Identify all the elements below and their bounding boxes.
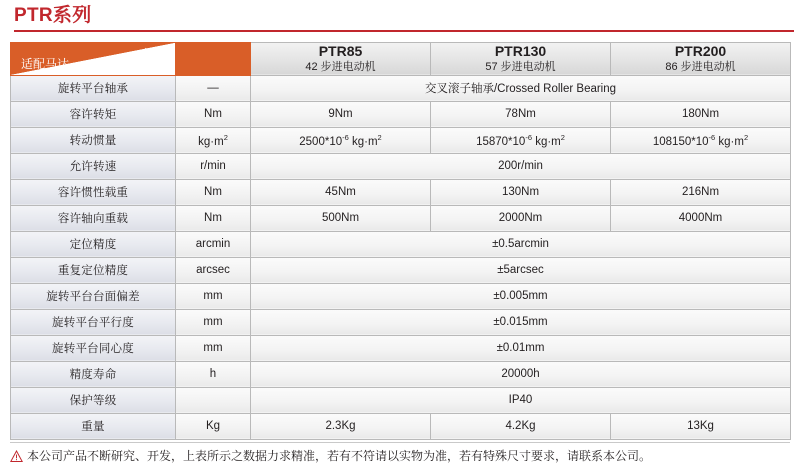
row-label: 定位精度 — [11, 231, 176, 257]
row-value-3: 4000Nm — [611, 205, 791, 231]
row-label: 保护等级 — [11, 387, 176, 413]
row-value-merged: ±0.005mm — [251, 283, 791, 309]
header-model-ptr130 — [431, 42, 611, 75]
row-value-merged: ±5arcsec — [251, 257, 791, 283]
footer-note — [10, 449, 790, 468]
model-motor: 86 步进电动机 — [665, 61, 736, 74]
table-header-row — [11, 42, 791, 75]
row-value-1: 45Nm — [251, 179, 431, 205]
row-unit: mm — [176, 335, 251, 361]
row-unit: r/min — [176, 153, 251, 179]
row-label: 容许轴向重载 — [11, 205, 176, 231]
title-block — [10, 0, 790, 36]
row-value-merged: IP40 — [251, 387, 791, 413]
table-row — [11, 413, 791, 439]
table-row — [11, 387, 791, 413]
row-label: 旋转平台轴承 — [11, 75, 176, 101]
table-row — [11, 101, 791, 127]
row-value-1: 500Nm — [251, 205, 431, 231]
row-value-merged: ±0.01mm — [251, 335, 791, 361]
row-label: 允许转速 — [11, 153, 176, 179]
header-motor-label: 适配马达 — [21, 56, 70, 71]
table-body — [11, 75, 791, 439]
row-value-3: $108150*10^{-6}$ $kg\cdot m^2$ — [611, 127, 791, 153]
row-value-2: $15870*10^{-6}$ $kg\cdot m^2$ — [431, 127, 611, 153]
model-motor: 57 步进电动机 — [485, 61, 556, 74]
row-unit: h — [176, 361, 251, 387]
model-name: PTR85 — [318, 42, 363, 59]
row-value-3: 180Nm — [611, 101, 791, 127]
row-label: 转动惯量 — [11, 127, 176, 153]
table-row — [11, 231, 791, 257]
table-row — [11, 75, 791, 101]
row-value-merged: 200r/min — [251, 153, 791, 179]
row-unit: $kg\cdot m^2$ — [176, 127, 251, 153]
model-motor: 42 步进电动机 — [305, 61, 376, 74]
warning-icon — [10, 450, 23, 468]
row-value-2: 130Nm — [431, 179, 611, 205]
row-label: 重量 — [11, 413, 176, 439]
row-label: 容许转矩 — [11, 101, 176, 127]
table-row — [11, 127, 791, 153]
row-unit: mm — [176, 309, 251, 335]
row-value-merged: ±0.5arcmin — [251, 231, 791, 257]
header-spec-label: 规格 — [142, 46, 167, 61]
row-unit: mm — [176, 283, 251, 309]
row-value-3: 13Kg — [611, 413, 791, 439]
row-value-merged: ±0.015mm — [251, 309, 791, 335]
table-row — [11, 205, 791, 231]
row-unit: arcmin — [176, 231, 251, 257]
row-value-merged: 20000h — [251, 361, 791, 387]
row-value-2: 78Nm — [431, 101, 611, 127]
row-label: 精度寿命 — [11, 361, 176, 387]
row-unit: Nm — [176, 101, 251, 127]
row-value-1: 9Nm — [251, 101, 431, 127]
row-unit: Nm — [176, 205, 251, 231]
row-unit: — — [176, 75, 251, 101]
row-value-2: 2000Nm — [431, 205, 611, 231]
row-label: 旋转平台台面偏差 — [11, 283, 176, 309]
header-unit-cell — [176, 42, 251, 75]
table-row — [11, 179, 791, 205]
model-name: PTR200 — [674, 42, 727, 59]
footer-note-text: 本公司产品不断研究、开发，上表所示之数据力求精准，若有不符请以实物为准，若有特殊尺寸要求，请联系本公司。 — [27, 449, 652, 464]
table-row — [11, 335, 791, 361]
title-divider — [14, 30, 794, 32]
footer-divider — [10, 442, 790, 443]
row-value-3: 216Nm — [611, 179, 791, 205]
table-row — [11, 283, 791, 309]
row-unit: Kg — [176, 413, 251, 439]
table-row — [11, 361, 791, 387]
row-unit: arcsec — [176, 257, 251, 283]
row-label: 重复定位精度 — [11, 257, 176, 283]
row-value-1: 2.3Kg — [251, 413, 431, 439]
footer — [10, 442, 790, 468]
specification-table — [10, 42, 791, 440]
model-name: PTR130 — [494, 42, 547, 59]
row-label: 旋转平台同心度 — [11, 335, 176, 361]
table-row — [11, 309, 791, 335]
header-model-ptr85 — [251, 42, 431, 75]
header-model-ptr200 — [611, 42, 791, 75]
row-value-1: $2500*10^{-6}$ $kg\cdot m^2$ — [251, 127, 431, 153]
row-label: 旋转平台平行度 — [11, 309, 176, 335]
row-value-merged: 交叉滚子轴承/Crossed Roller Bearing — [251, 75, 791, 101]
row-label: 容许惯性载重 — [11, 179, 176, 205]
header-category-cell — [11, 42, 176, 75]
table-row — [11, 153, 791, 179]
table-row — [11, 257, 791, 283]
row-unit: Nm — [176, 179, 251, 205]
page-title: PTR系列 — [14, 5, 92, 26]
row-value-2: 4.2Kg — [431, 413, 611, 439]
row-unit — [176, 387, 251, 413]
